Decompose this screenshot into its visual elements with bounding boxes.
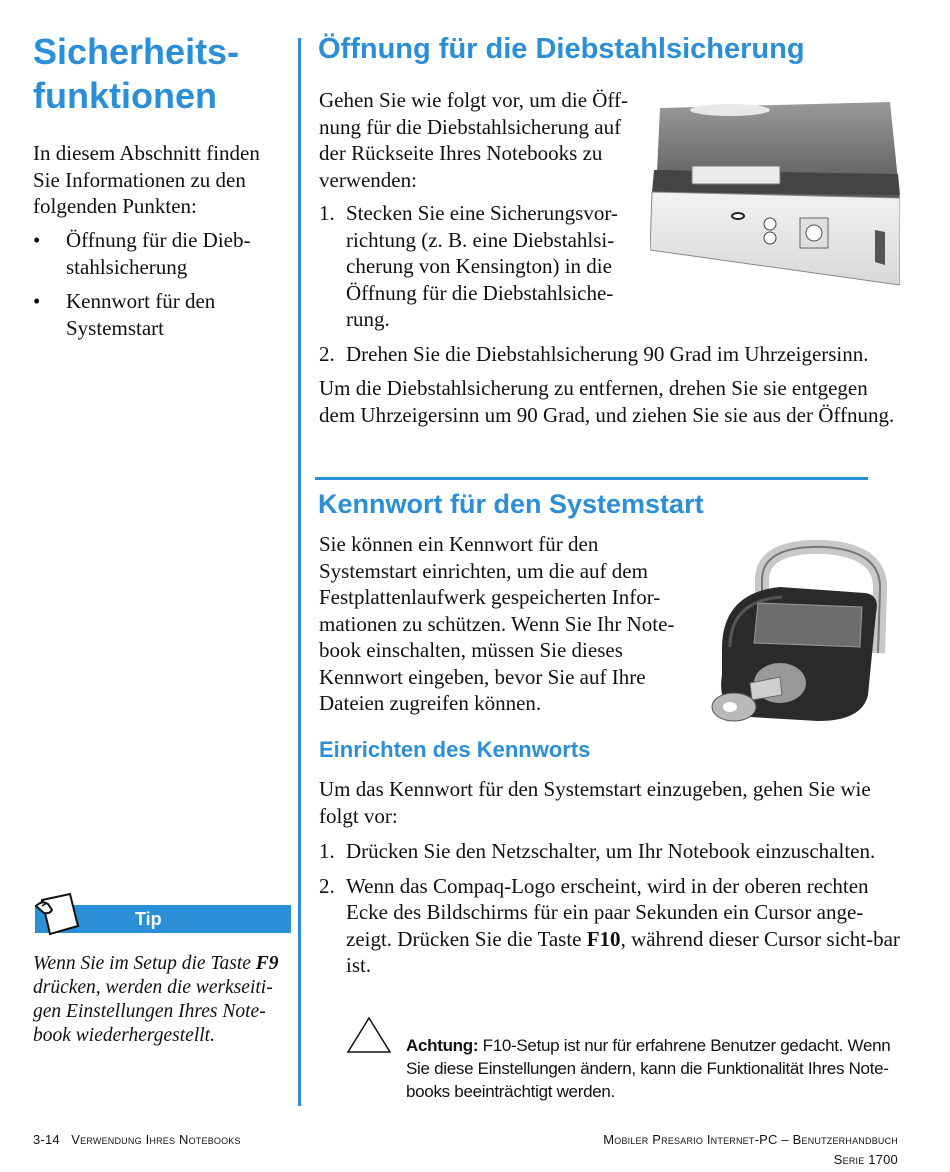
column-divider [298,38,301,1106]
sidebar-topic-item [33,227,293,280]
caution-text [406,1034,906,1103]
step-text-part: Wenn das Compaq-Logo erscheint, wird in der oberen rechten Ecke des Bildschirms für ein paar Sekunden ein Cursor ange-zeigt. Drücken Sie die Taste [346,873,869,951]
lock-slot-steps [319,200,909,367]
section-title-setup: Einrichten des Kennworts [319,737,591,762]
page-number: 3-14 [33,1132,60,1147]
lock-slot-remove-text: Um die Diebstahlsicherung zu entfernen, drehen Sie sie entgegen dem Uhrzeigersinn um 90 Grad, und ziehen Sie sie aus der Öffnung. [319,376,895,427]
step-number: 1. [319,201,335,225]
caution-label: Achtung: [406,1036,479,1055]
step-number: 2. [319,873,335,898]
setup-steps [319,838,909,987]
tip-label: Tip [135,909,162,929]
manual-title: Mobiler Presario Internet-PC – Benutzerhandbuch [603,1132,898,1147]
sidebar-topic-item [33,288,293,341]
step-text: Drücken Sie den Netzschalter, um Ihr Notebook einzuschalten. [346,839,876,863]
section-title-password: Kennwort für den Systemstart [318,489,704,519]
step-item [319,200,641,333]
tip-text-part: Wenn Sie im Setup die Taste [33,953,256,974]
step-text-part: , während dieser Cursor sicht-bar ist. [346,926,900,977]
sidebar-title [33,30,283,118]
lock-slot-intro: Gehen Sie wie folgt vor, um die Öff-nung für die Diebstahlsicherung auf der Rückseite Ihres Notebooks zu verwenden: [319,88,629,192]
sidebar-title-line2: funktionen [33,75,217,116]
bullet-marker: • [33,228,41,252]
sidebar-intro: In diesem Abschnitt finden Sie Informationen zu den folgenden Punkten: [33,141,260,218]
section-divider [315,477,868,480]
step-number: 2. [319,341,335,366]
sidebar-topic-label: Kennwort für den Systemstart [66,289,216,340]
bullet-marker: • [33,289,41,313]
step-item [319,873,909,979]
password-body: Sie können ein Kennwort für den Systemstart einrichten, um die auf dem Festplattenlaufwerk gespeicherten Infor-mationen zu schützen. Wenn Sie Ihr Note-book einschalten, müssen Sie dieses Kennwort eingeben, bevor Sie auf Ihre Dateien zugreifen können. [319,532,675,715]
step-key: F10 [586,926,621,951]
step-item [319,341,909,368]
note-hand-icon [30,892,82,938]
sidebar-topic-label: Öffnung für die Dieb-stahlsicherung [66,228,251,279]
chapter-title: Verwendung Ihres Notebooks [71,1132,241,1147]
caution-body: F10-Setup ist nur für erfahrene Benutzer gedacht. Wenn Sie diese Einstellungen ändern, kann die Funktionalität Ihres Note-books beeinträchtigt werden. [406,1036,891,1101]
section-title-lock-slot: Öffnung für die Diebstahlsicherung [318,33,805,65]
tip-key: F9 [255,953,279,974]
warning-triangle-icon [346,1016,392,1054]
footer-left [33,1132,241,1147]
sidebar-title-line1: Sicherheits- [33,31,240,72]
step-number: 1. [319,839,335,863]
tip-text-part: drücken, werden die werkseiti-gen Einstellungen Ihres Note-book wiederhergestellt. [33,977,273,1046]
setup-intro: Um das Kennwort für den Systemstart einzugeben, gehen Sie wie folgt vor: [319,777,871,828]
step-item [319,838,909,865]
padlock-illustration [700,535,900,735]
series-label: Serie 1700 [833,1152,898,1167]
tip-text [33,952,291,1048]
sidebar-topic-list [33,227,293,349]
step-text: Stecken Sie eine Sicherungsvor-richtung (z. B. eine Diebstahlsi-cherung von Kensington) in die Öffnung für die Diebstahlsiche-rung. [346,201,618,331]
step-text: Drehen Sie die Diebstahlsicherung 90 Grad im Uhrzeigersinn. [346,341,869,366]
